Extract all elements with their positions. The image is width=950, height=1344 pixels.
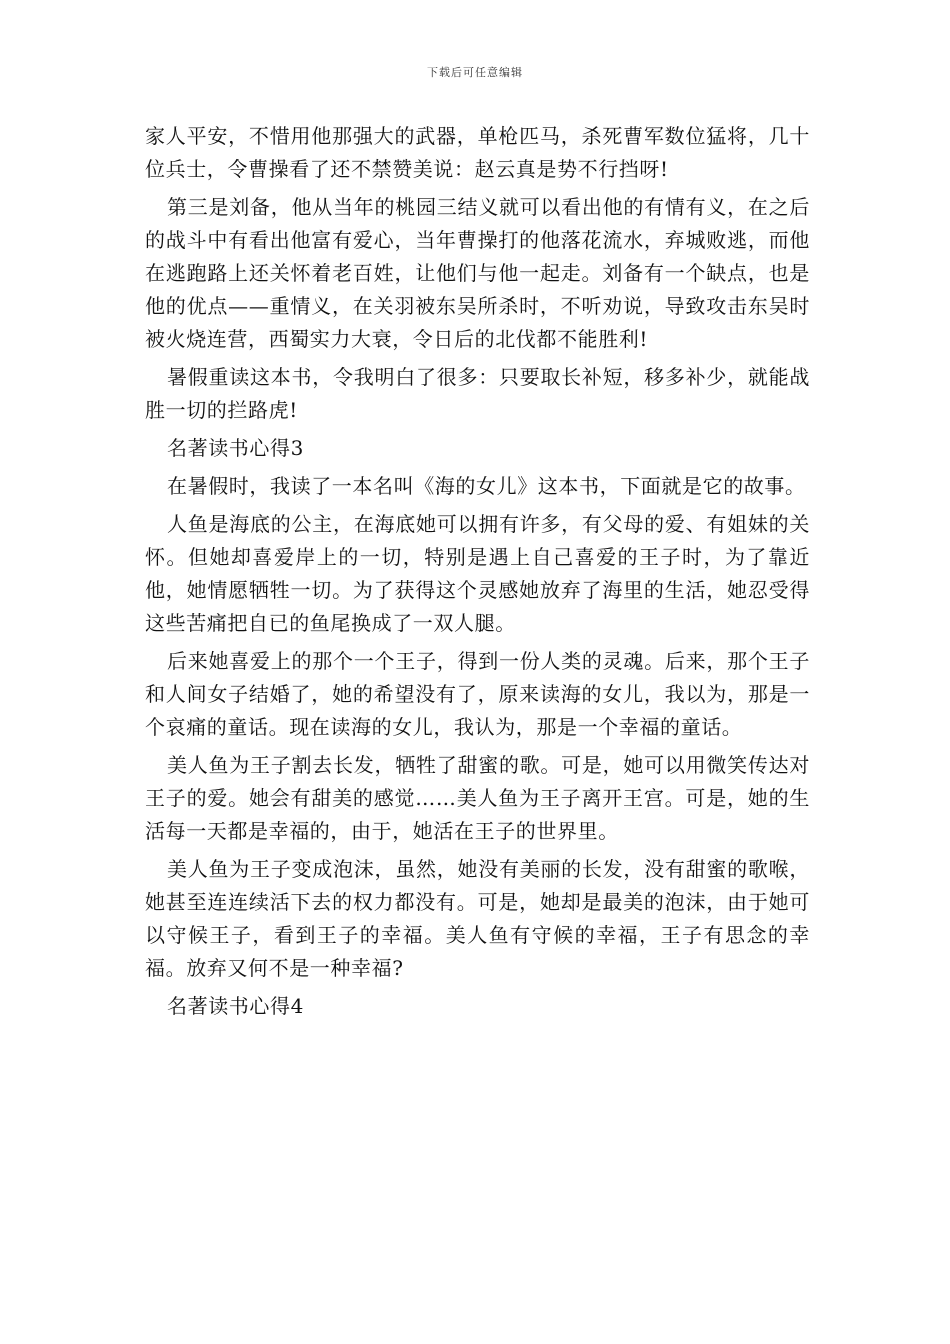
section-heading-3: 名著读书心得3 [167, 436, 304, 460]
page-header: 下载后可任意编辑 [427, 66, 523, 79]
paragraph-little-mermaid-intro: 在暑假时，我读了一本名叫《海的女儿》这本书，下面就是它的故事。 [167, 474, 806, 498]
paragraph-summer-reread: 暑假重读这本书，令我明白了很多：只要取长补短，移多补少，就能战胜一切的拦路虎! [145, 365, 810, 422]
paragraph-liu-bei: 第三是刘备，他从当年的桃园三结义就可以看出他的有情有义，在之后的战斗中有看出他富有爱心，当年曹操打的他落花流水，弃城败逃，而他在逃跑路上还关怀着老百姓，让他们与他一起走。刘备有一个缺点，也是他的优点——重情义，在关羽被东吴所杀时，不听劝说，导致攻击东吴时被火烧连营，西蜀实力大衰，令日后的北伐都不能胜利! [145, 195, 810, 351]
paragraph-prince-marriage: 后来她喜爱上的那个一个王子，得到一份人类的灵魂。后来，那个王子和人间女子结婚了，她的希望没有了，原来读海的女儿，我以为，那是一个哀痛的童话。现在读海的女儿，我认为，那是一个幸福的童话。 [145, 649, 810, 739]
paragraph-hair-sacrifice: 美人鱼为王子割去长发，牺牲了甜蜜的歌。可是，她可以用微笑传达对王子的爱。她会有甜美的感觉……美人鱼为王子离开王宫。可是，她的生活每一天都是幸福的，由于，她活在王子的世界里。 [145, 753, 810, 843]
paragraph-sea-foam: 美人鱼为王子变成泡沫，虽然，她没有美丽的长发，没有甜蜜的歌喉，她甚至连连续活下去的权力都没有。可是，她却是最美的泡沫，由于她可以守候王子，看到王子的幸福。美人鱼有守候的幸福，王子有思念的幸福。放弃又何不是一种幸福? [145, 857, 810, 980]
section-heading-4: 名著读书心得4 [167, 994, 304, 1018]
paragraph-mermaid-princess: 人鱼是海底的公主，在海底她可以拥有许多，有父母的爱、有姐妹的关怀。但她却喜爱岸上的一切，特别是遇上自己喜爱的王子时，为了靠近他，她情愿牺牲一切。为了获得这个灵感她放弃了海里的生活，她忍受得这些苦痛把自已的鱼尾换成了一双人腿。 [145, 512, 810, 635]
paragraph-zhao-yun-continued: 家人平安，不惜用他那强大的武器，单枪匹马，杀死曹军数位猛将，几十位兵士，令曹操看了还不禁赞美说：赵云真是势不行挡呀! [145, 124, 810, 181]
document-body [145, 120, 810, 1028]
